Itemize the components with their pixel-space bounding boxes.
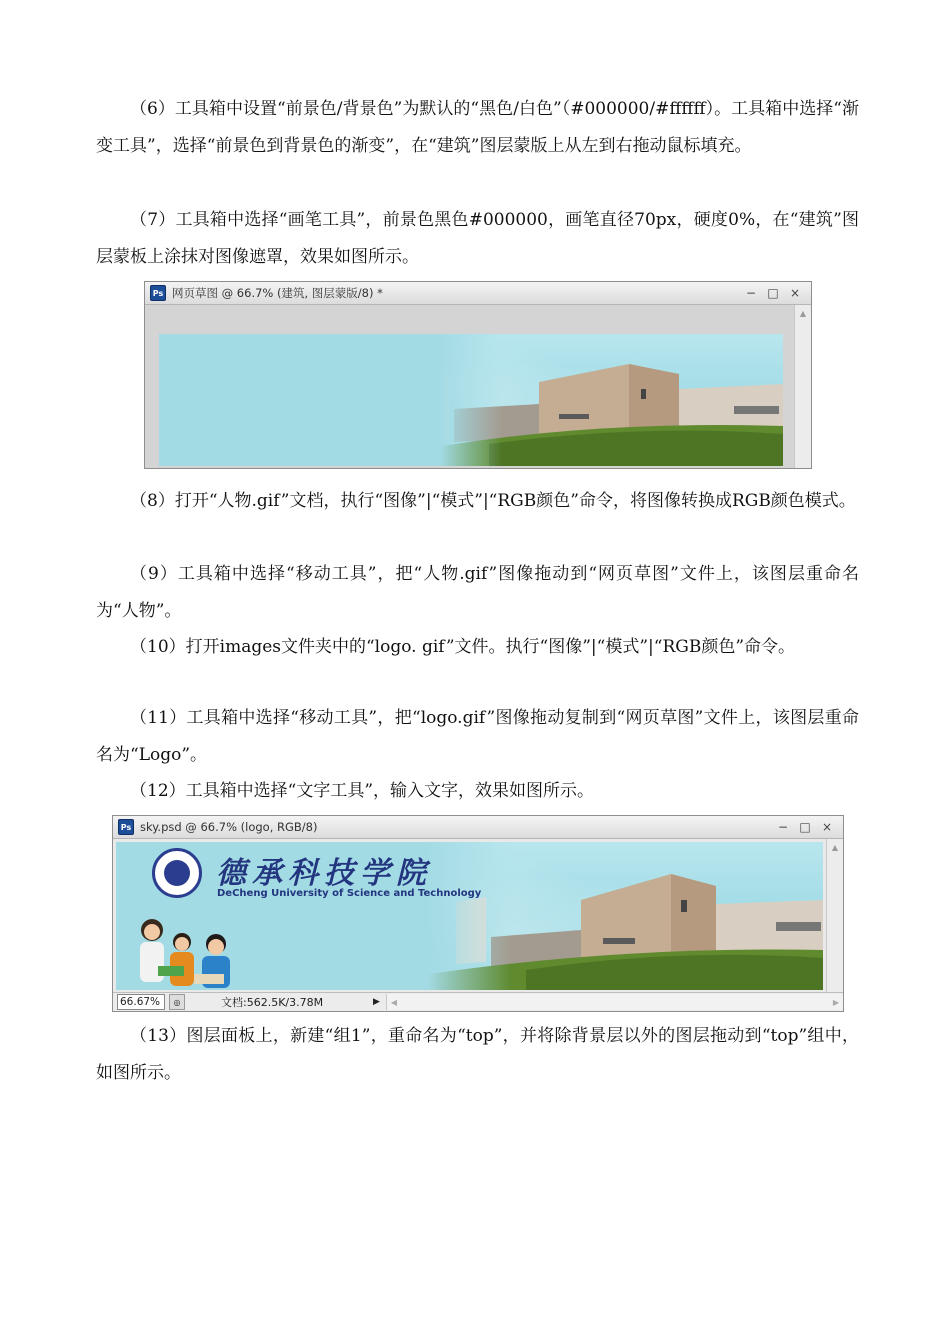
minimize-icon[interactable]: − <box>745 286 757 300</box>
scroll-up-icon[interactable]: ▲ <box>831 842 839 852</box>
paragraph-step-8: （8）打开“人物.gif”文档，执行“图像”|“模式”|“RGB颜色”命令，将图像转换成RGB颜色模式。 <box>130 491 856 511</box>
photoshop-app-icon: Ps <box>150 285 166 301</box>
vertical-scrollbar[interactable] <box>794 305 811 468</box>
paragraph-step-6: （6）工具箱中设置“前景色/背景色”为默认的“黑色/白色”（#000000/#ffffff）。工具箱中选择“渐变工具”，选择“前景色到背景色的渐变”，在“建筑”图层蒙版上从左到右拖动鼠标填充。 <box>96 99 859 156</box>
scroll-left-icon[interactable]: ◀ <box>390 997 398 1007</box>
paragraph-step-12: （12）工具箱中选择“文字工具”，输入文字，效果如图所示。 <box>130 781 595 801</box>
vertical-scrollbar[interactable] <box>826 839 843 992</box>
zoom-level-field[interactable]: 66.67% <box>117 994 165 1010</box>
banner-image <box>159 334 783 466</box>
photoshop-app-icon: Ps <box>118 819 134 835</box>
maximize-icon[interactable]: □ <box>799 820 811 834</box>
canvas-area <box>145 305 794 468</box>
students-photo <box>124 912 254 990</box>
status-bar <box>113 992 843 1011</box>
document-size-info: 文档:562.5K/3.78M <box>221 996 324 1009</box>
minimize-icon[interactable]: − <box>777 820 789 834</box>
school-name-chinese: 德承科技学院 <box>216 856 432 891</box>
status-menu-icon[interactable]: ◎ <box>169 994 185 1010</box>
window-title: 网页草图 @ 66.7% (建筑, 图层蒙版/8) * <box>172 286 383 300</box>
building-photo <box>159 334 783 466</box>
school-emblem-icon <box>152 848 202 898</box>
window-titlebar <box>145 282 811 305</box>
photoshop-window-2 <box>112 815 844 1012</box>
maximize-icon[interactable]: □ <box>767 286 779 300</box>
paragraph-step-9: （9）工具箱中选择“移动工具”，把“人物.gif”图像拖动到“网页草图”文件上，该图层重命名为“人物”。 <box>96 564 859 621</box>
status-play-icon[interactable]: ▶ <box>373 997 380 1007</box>
scroll-right-icon[interactable]: ▶ <box>832 997 839 1007</box>
horizontal-scrollbar[interactable] <box>386 994 843 1010</box>
close-icon[interactable]: × <box>789 286 801 300</box>
photoshop-window-1 <box>144 281 812 469</box>
scroll-up-icon[interactable]: ▲ <box>799 308 807 318</box>
paragraph-step-13: （13）图层面板上，新建“组1”，重命名为“top”，并将除背景层以外的图层拖动到“top”组中，如图所示。 <box>96 1026 859 1083</box>
paragraph-step-10: （10）打开images文件夹中的“logo. gif”文件。执行“图像”|“模式”|“RGB颜色”命令。 <box>130 637 796 657</box>
window-titlebar <box>113 816 843 839</box>
banner-image <box>116 842 823 990</box>
school-name-english: DeCheng University of Science and Technology <box>217 888 482 899</box>
close-icon[interactable]: × <box>821 820 833 834</box>
paragraph-step-7: （7）工具箱中选择“画笔工具”，前景色黑色#000000，画笔直径70px，硬度0%，在“建筑”图层蒙板上涂抹对图像遮罩，效果如图所示。 <box>96 210 859 267</box>
paragraph-step-11: （11）工具箱中选择“移动工具”，把“logo.gif”图像拖动复制到“网页草图”文件上，该图层重命名为“Logo”。 <box>96 708 859 765</box>
window-title: sky.psd @ 66.7% (logo, RGB/8) <box>140 820 318 834</box>
